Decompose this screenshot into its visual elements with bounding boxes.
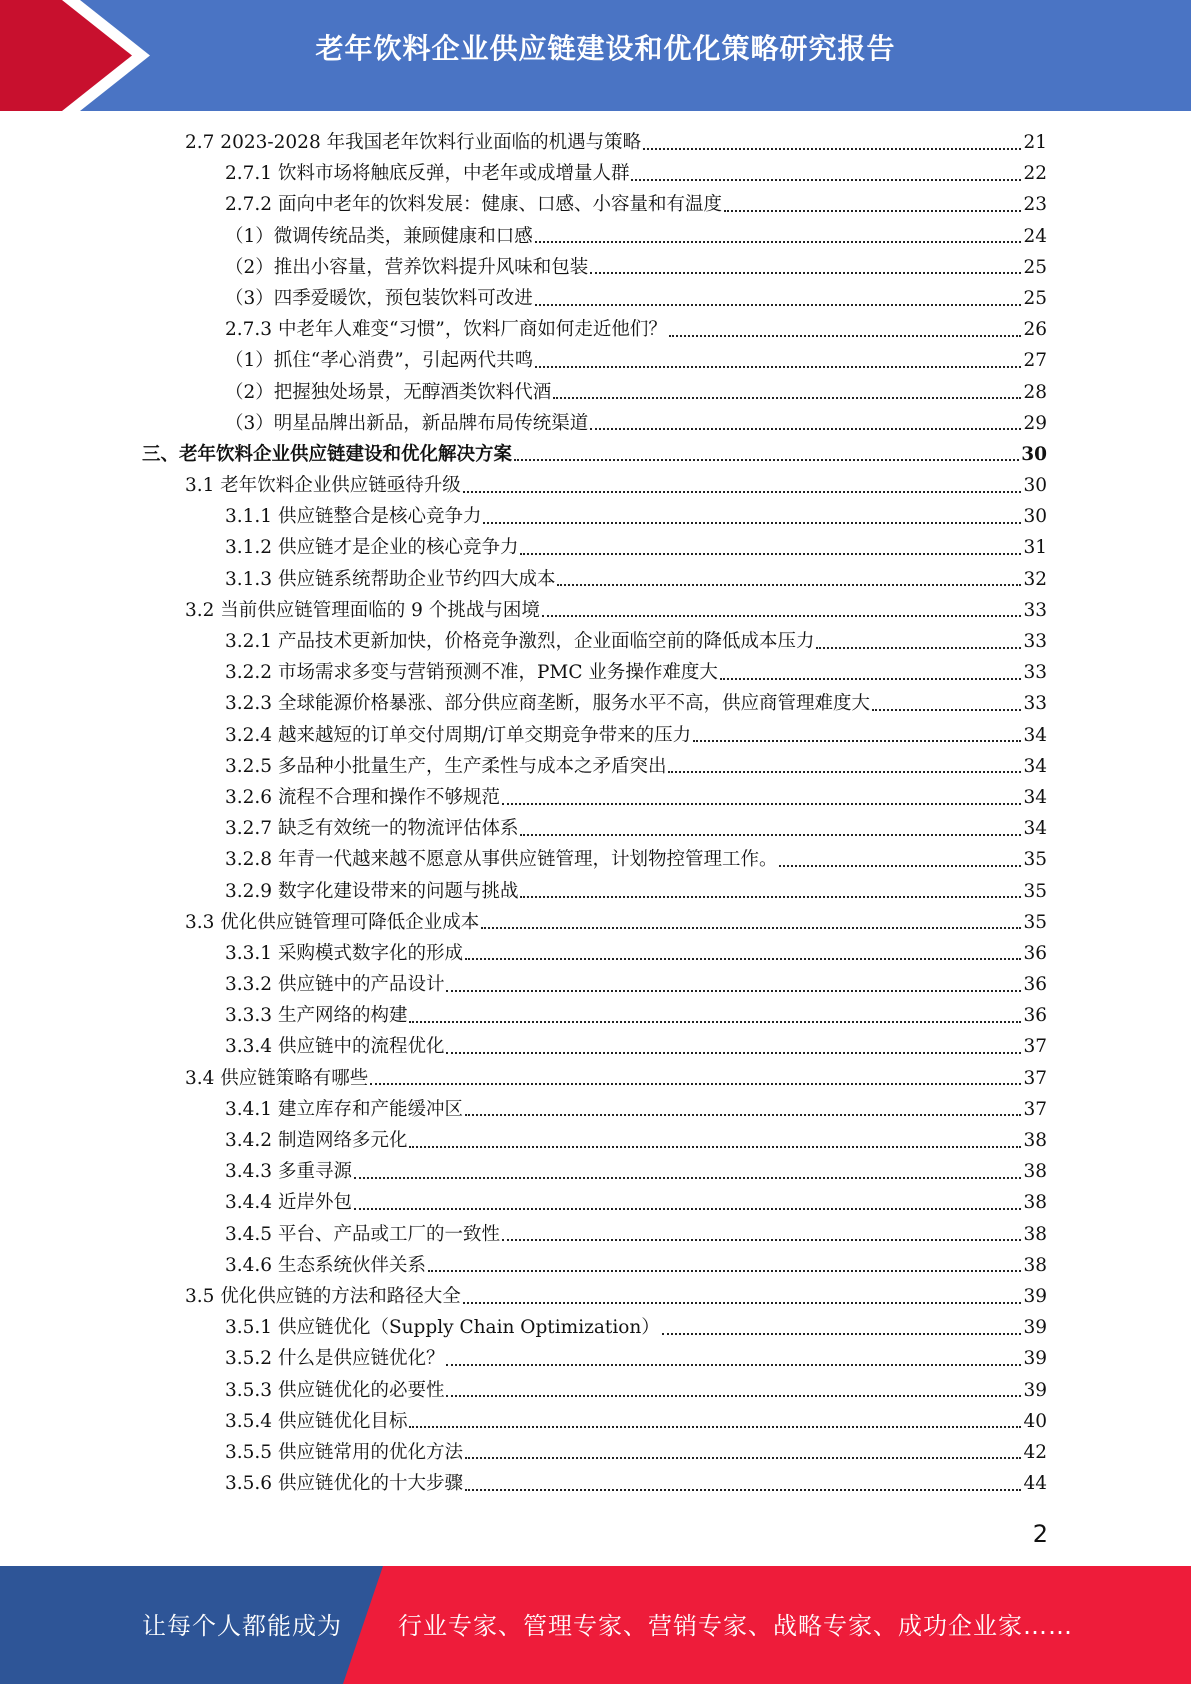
toc-entry-page: 27: [1023, 350, 1047, 372]
toc-entry-title: 3.4.4 近岸外包: [225, 1192, 352, 1214]
toc-entry-page: 37: [1023, 1036, 1047, 1058]
toc-entry[interactable]: [225, 1406, 1047, 1437]
toc-entry-title: 3.3.3 生产网络的构建: [225, 1005, 408, 1027]
toc-entry-title: （1）微调传统品类，兼顾健康和口感: [225, 225, 533, 247]
toc-entry-page: 35: [1023, 911, 1047, 933]
toc-entry-title: 3.5.1 供应链优化（Supply Chain Optimization）: [225, 1317, 660, 1339]
toc-entry-page: 42: [1023, 1441, 1047, 1463]
toc-leader-dots: [514, 459, 1019, 461]
toc-entry-title: 3.2.5 多品种小批量生产，生产柔性与成本之矛盾突出: [225, 755, 667, 777]
toc-leader-dots: [631, 179, 1021, 181]
toc-entry[interactable]: [225, 1000, 1047, 1031]
toc-entry-title: 3.3.1 采购模式数字化的形成: [225, 942, 463, 964]
toc-entry-page: 39: [1023, 1285, 1047, 1307]
toc-entry-title: 3.5.6 供应链优化的十大步骤: [225, 1473, 463, 1495]
toc-entry[interactable]: [225, 564, 1047, 595]
toc-entry[interactable]: [225, 1250, 1047, 1281]
toc-leader-dots: [465, 1457, 1021, 1459]
toc-entry-page: 34: [1023, 724, 1047, 746]
toc-entry-title: 3.5 优化供应链的方法和路径大全: [185, 1285, 461, 1307]
toc-leader-dots: [463, 491, 1022, 493]
toc-entry[interactable]: [225, 657, 1047, 688]
toc-entry-title: 3.5.5 供应链常用的优化方法: [225, 1441, 463, 1463]
toc-entry[interactable]: [185, 595, 1047, 626]
toc-entry-page: 38: [1023, 1192, 1047, 1214]
report-title: 老年饮料企业供应链建设和优化策略研究报告: [315, 32, 896, 65]
toc-entry[interactable]: [185, 1063, 1047, 1094]
toc-entry[interactable]: [225, 1094, 1047, 1125]
toc-entry[interactable]: [225, 1187, 1047, 1218]
toc-entry[interactable]: [225, 1031, 1047, 1062]
toc-leader-dots: [354, 1208, 1022, 1210]
toc-entry-title: 3.2 当前供应链管理面临的 9 个挑战与困境: [185, 599, 540, 621]
toc-entry-title: 3.2.3 全球能源价格暴涨、部分供应商垄断，服务水平不高，供应商管理难度大: [225, 693, 870, 715]
toc-entry-title: 3.1.1 供应链整合是核心竞争力: [225, 506, 482, 528]
toc-entry-title: 3.3.4 供应链中的流程优化: [225, 1036, 445, 1058]
toc-entry-title: 3.4 供应链策略有哪些: [185, 1067, 369, 1089]
toc-entry[interactable]: [225, 782, 1047, 813]
toc-entry[interactable]: [225, 751, 1047, 782]
toc-entry-page: 36: [1023, 942, 1047, 964]
toc-entry-page: 38: [1023, 1161, 1047, 1183]
toc-leader-dots: [409, 1146, 1021, 1148]
toc-leader-dots: [720, 678, 1022, 680]
toc-entry[interactable]: [225, 1343, 1047, 1374]
toc-entry-title: （3）明星品牌出新品，新品牌布局传统渠道: [225, 412, 589, 434]
toc-entry-title: 3.5.4 供应链优化目标: [225, 1410, 408, 1432]
toc-leader-dots: [446, 990, 1021, 992]
toc-entry-page: 38: [1023, 1254, 1047, 1276]
toc-leader-dots: [816, 647, 1021, 649]
toc-leader-dots: [502, 1239, 1021, 1241]
toc-leader-dots: [465, 1489, 1021, 1491]
toc-leader-dots: [542, 615, 1022, 617]
toc-leader-dots: [409, 1426, 1021, 1428]
toc-entry[interactable]: [225, 345, 1047, 376]
toc-entry-title: 3.2.9 数字化建设带来的问题与挑战: [225, 880, 519, 902]
toc-entry[interactable]: [225, 1437, 1047, 1468]
toc-entry[interactable]: [225, 1219, 1047, 1250]
toc-leader-dots: [590, 428, 1021, 430]
toc-entry[interactable]: [185, 907, 1047, 938]
toc-entry-page: 39: [1023, 1348, 1047, 1370]
toc-leader-dots: [669, 335, 1022, 337]
toc-entry-page: 30: [1023, 475, 1047, 497]
toc-entry-page: 24: [1023, 225, 1047, 247]
toc-entry-title: （3）四季爱暖饮，预包装饮料可改进: [225, 287, 533, 309]
toc-entry[interactable]: [225, 221, 1047, 252]
toc-entry[interactable]: [225, 844, 1047, 875]
toc-entry-page: 25: [1023, 256, 1047, 278]
toc-entry[interactable]: [225, 1375, 1047, 1406]
toc-entry-page: 31: [1023, 537, 1047, 559]
toc-entry-title: 2.7.1 饮料市场将触底反弹，中老年或成增量人群: [225, 163, 630, 185]
toc-entry-title: 3.3 优化供应链管理可降低企业成本: [185, 911, 480, 933]
toc-leader-dots: [463, 1302, 1022, 1304]
toc-entry[interactable]: [225, 532, 1047, 563]
toc-entry[interactable]: [225, 377, 1047, 408]
table-of-contents: [0, 127, 1191, 1499]
toc-leader-dots: [724, 210, 1021, 212]
toc-entry-page: 37: [1023, 1067, 1047, 1089]
toc-entry-title: 2.7.3 中老年人难变“习惯”，饮料厂商如何走近他们？: [225, 319, 667, 341]
toc-leader-dots: [446, 1395, 1021, 1397]
toc-entry-page: 35: [1023, 849, 1047, 871]
toc-entry-page: 23: [1023, 194, 1047, 216]
toc-entry[interactable]: [225, 688, 1047, 719]
toc-entry-page: 29: [1023, 412, 1047, 434]
toc-entry-page: 25: [1023, 287, 1047, 309]
toc-entry-page: 40: [1023, 1410, 1047, 1432]
toc-entry[interactable]: [185, 127, 1047, 158]
toc-leader-dots: [535, 241, 1022, 243]
toc-entry[interactable]: [185, 470, 1047, 501]
toc-entry-title: 三、老年饮料企业供应链建设和优化解决方案: [142, 443, 513, 465]
toc-entry[interactable]: [225, 1125, 1047, 1156]
toc-leader-dots: [872, 709, 1021, 711]
footer-banner: [0, 1566, 1191, 1684]
toc-entry-title: 3.5.2 什么是供应链优化？: [225, 1348, 445, 1370]
toc-entry-page: 33: [1023, 693, 1047, 715]
toc-entry-page: 34: [1023, 786, 1047, 808]
toc-entry[interactable]: [185, 1281, 1047, 1312]
toc-entry-title: 3.4.1 建立库存和产能缓冲区: [225, 1098, 463, 1120]
toc-leader-dots: [502, 803, 1021, 805]
toc-entry-page: 44: [1023, 1473, 1047, 1495]
report-header: [0, 0, 1191, 111]
toc-entry-title: （1）抓住“孝心消费”，引起两代共鸣: [225, 350, 534, 372]
toc-entry[interactable]: [225, 314, 1047, 345]
toc-leader-dots: [428, 1270, 1021, 1272]
toc-entry-title: 3.2.2 市场需求多变与营销预测不准，PMC 业务操作难度大: [225, 662, 718, 684]
page-number: 2: [1032, 1520, 1048, 1548]
toc-entry[interactable]: [225, 1312, 1047, 1343]
toc-entry-page: 38: [1023, 1130, 1047, 1151]
toc-entry-page: 35: [1023, 880, 1047, 902]
toc-leader-dots: [354, 1177, 1022, 1179]
toc-leader-dots: [520, 553, 1021, 555]
toc-entry-title: 3.1.2 供应链才是企业的核心竞争力: [225, 537, 519, 559]
toc-leader-dots: [446, 1052, 1021, 1054]
toc-entry-page: 37: [1023, 1098, 1047, 1120]
toc-entry-page: 30: [1021, 443, 1047, 465]
toc-entry-title: 3.3.2 供应链中的产品设计: [225, 974, 445, 996]
toc-entry-page: 33: [1023, 662, 1047, 684]
toc-entry-title: 3.1 老年饮料企业供应链亟待升级: [185, 475, 461, 497]
toc-leader-dots: [590, 272, 1021, 274]
toc-entry[interactable]: [225, 876, 1047, 907]
toc-entry-title: 3.2.7 缺乏有效统一的物流评估体系: [225, 818, 519, 840]
toc-entry[interactable]: [225, 969, 1047, 1000]
toc-entry-title: 3.2.4 越来越短的订单交付周期/订单交期竞争带来的压力: [225, 724, 692, 746]
toc-leader-dots: [662, 1333, 1022, 1335]
toc-entry[interactable]: [225, 938, 1047, 969]
toc-entry[interactable]: [225, 501, 1047, 532]
toc-entry-title: 2.7 2023-2028 年我国老年饮料行业面临的机遇与策略: [185, 132, 642, 153]
toc-entry-page: 38: [1023, 1223, 1047, 1245]
toc-entry-page: 21: [1023, 132, 1047, 153]
toc-entry-title: 3.4.3 多重寻源: [225, 1161, 352, 1183]
toc-leader-dots: [779, 865, 1021, 867]
toc-entry-page: 30: [1023, 506, 1047, 528]
toc-entry[interactable]: [225, 626, 1047, 657]
toc-entry-title: 2.7.2 面向中老年的饮料发展：健康、口感、小容量和有温度: [225, 194, 722, 216]
toc-entry-page: 34: [1023, 755, 1047, 777]
toc-entry-page: 26: [1023, 319, 1047, 341]
toc-entry-page: 32: [1023, 568, 1047, 590]
toc-chapter-entry[interactable]: [142, 439, 1047, 470]
toc-entry[interactable]: [225, 189, 1047, 220]
toc-entry[interactable]: [225, 283, 1047, 314]
toc-leader-dots: [668, 771, 1021, 773]
toc-entry-title: 3.4.2 制造网络多元化: [225, 1130, 408, 1151]
toc-leader-dots: [370, 1083, 1021, 1085]
toc-entry[interactable]: [225, 408, 1047, 439]
toc-entry-page: 39: [1023, 1379, 1047, 1401]
toc-leader-dots: [535, 366, 1021, 368]
toc-leader-dots: [643, 148, 1021, 150]
toc-entry-page: 39: [1023, 1317, 1047, 1339]
toc-entry-page: 36: [1023, 1005, 1047, 1027]
toc-entry-title: （2）把握独处场景，无醇酒类饮料代酒: [225, 381, 552, 403]
toc-leader-dots: [481, 927, 1021, 929]
toc-entry[interactable]: [225, 1468, 1047, 1499]
toc-entry-page: 36: [1023, 974, 1047, 996]
toc-entry-page: 28: [1023, 381, 1047, 403]
toc-entry[interactable]: [225, 813, 1047, 844]
toc-leader-dots: [553, 397, 1021, 399]
toc-leader-dots: [557, 584, 1021, 586]
toc-leader-dots: [409, 1021, 1021, 1023]
toc-entry-title: 3.2.6 流程不合理和操作不够规范: [225, 786, 500, 808]
toc-entry-title: 3.2.1 产品技术更新加快，价格竞争激烈，企业面临空前的降低成本压力: [225, 631, 815, 652]
footer-slogan: 让每个人都能成为: [142, 1612, 342, 1640]
toc-leader-dots: [535, 304, 1022, 306]
toc-entry-title: 3.4.6 生态系统伙伴关系: [225, 1254, 426, 1276]
toc-entry-page: 22: [1023, 163, 1047, 185]
toc-entry-title: 3.1.3 供应链系统帮助企业节约四大成本: [225, 568, 556, 590]
toc-leader-dots: [520, 834, 1021, 836]
toc-entry-title: （2）推出小容量，营养饮料提升风味和包装: [225, 256, 589, 278]
toc-leader-dots: [693, 740, 1021, 742]
footer-roles: 行业专家、管理专家、营销专家、战略专家、成功企业家……: [398, 1612, 1073, 1640]
toc-entry-title: 3.5.3 供应链优化的必要性: [225, 1379, 445, 1401]
toc-entry-title: 3.4.5 平台、产品或工厂的一致性: [225, 1223, 500, 1245]
toc-entry[interactable]: [225, 720, 1047, 751]
toc-entry-title: 3.2.8 年青一代越来越不愿意从事供应链管理，计划物控管理工作。: [225, 849, 778, 871]
toc-entry-page: 34: [1023, 818, 1047, 840]
toc-leader-dots: [520, 896, 1021, 898]
toc-entry-page: 33: [1023, 631, 1047, 652]
toc-entry[interactable]: [225, 1156, 1047, 1187]
toc-leader-dots: [483, 522, 1021, 524]
toc-entry[interactable]: [225, 252, 1047, 283]
toc-leader-dots: [446, 1364, 1021, 1366]
toc-entry[interactable]: [225, 158, 1047, 189]
toc-leader-dots: [465, 1114, 1021, 1116]
toc-leader-dots: [465, 958, 1021, 960]
toc-entry-page: 33: [1023, 599, 1047, 621]
